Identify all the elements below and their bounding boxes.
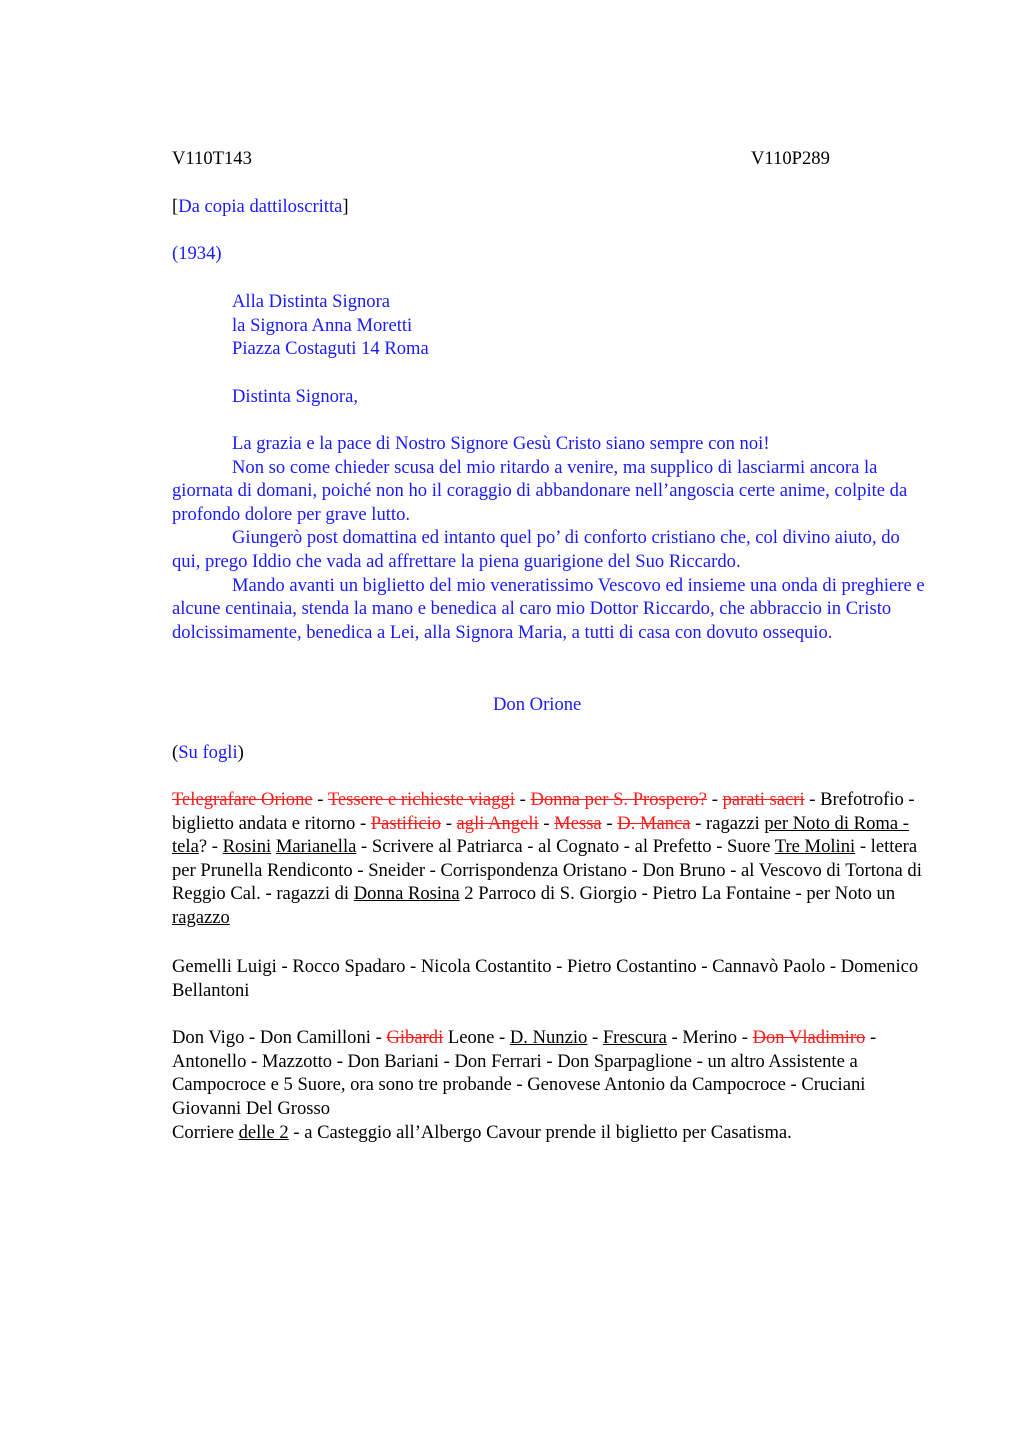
note-text: Corriere [172, 1122, 239, 1143]
letter-body [172, 432, 926, 644]
deleted-note: Gibardi [386, 1027, 444, 1048]
notes-label-text: Su fogli [178, 742, 238, 763]
deleted-note: Tessere e richieste viaggi [327, 789, 515, 810]
salutation: Distinta Signora, [232, 386, 359, 407]
notes-paragraph-4 [172, 1121, 926, 1145]
note-text: - a Casteggio all’Albergo Cavour prende il biglietto per Casatisma. [288, 1122, 792, 1143]
document-code-left: V110T143 [172, 148, 252, 169]
note-text: - [707, 789, 723, 810]
notes-label-close: ) [237, 742, 244, 763]
body-paragraph: Non so come chieder scusa del mio ritardo a venire, ma supplico di lasciarmi ancora la giornata di domani, poiché non ho il coraggio di abbandonare nell’angoscia certe anime, colpite da profondo dolore per grave lutto. [172, 456, 908, 525]
address-line: Alla Distinta Signora [232, 291, 391, 312]
notes-paragraph-1 [172, 788, 926, 930]
deleted-note: Telegrafare Orione [172, 789, 313, 810]
underlined-note: delle 2 [238, 1122, 289, 1143]
note-text: - [441, 812, 457, 834]
note-text: - Antonello - Mazzotto - Don Bariani - Don Ferrari - Don Sparpaglione - un altro Assistente a Campocroce e 5 Suore, ora sono tre probande - Genovese Antonio da Campocroce - Cruciani Giovanni Del Grosso [172, 1027, 877, 1119]
letter-year: (1934) [172, 243, 222, 264]
source-note [172, 195, 349, 219]
deleted-note: Pastificio [370, 812, 442, 834]
source-note-text: Da copia dattiloscritta [178, 196, 343, 217]
underlined-note: Frescura [602, 1027, 667, 1048]
underlined-note: Tre Molini [774, 836, 856, 858]
note-text: - [587, 1027, 603, 1048]
body-paragraph: La grazia e la pace di Nostro Signore Gesù Cristo siano sempre con noi! [232, 433, 770, 454]
deleted-note: Messa [554, 812, 602, 834]
document-code-right: V110P289 [751, 148, 830, 169]
note-text: - [312, 789, 328, 810]
source-note-close: ] [342, 196, 349, 217]
body-paragraph: Giungerò post domattina ed intanto quel po’ di conforto cristiano che, col divino aiuto, do qui, prego Iddio che vada ad affrettare la piena guarigione del Suo Riccardo. [172, 527, 900, 572]
deleted-note: D. Manca [617, 812, 691, 834]
address-line: la Signora Anna Moretti [232, 314, 413, 336]
note-text: Leone - [443, 1027, 510, 1048]
note-text: ? - [198, 836, 223, 858]
underlined-note: Marianella [275, 836, 357, 858]
deleted-note: agli Angeli [456, 812, 539, 834]
deleted-note: Donna per S. Prospero? [530, 789, 708, 810]
note-text: - [538, 812, 555, 834]
note-text: - lettera per Prunella Rendiconto - Sneider - Corrispondenza Oristano - Don Bruno - al Vescovo di Tortona di Reggio Cal. - ragazzi di [172, 836, 922, 905]
underlined-note: per Noto di Roma - tela [172, 812, 909, 858]
note-text: - [601, 812, 618, 834]
notes-label-open: ( [172, 742, 179, 763]
address-line: Piazza Costaguti 14 Roma [232, 338, 429, 360]
note-text: - Brefotrofio - biglietto andata e ritorno - [172, 789, 915, 834]
notes-paragraph-3 [172, 1026, 926, 1120]
notes-paragraph-2: Gemelli Luigi - Rocco Spadaro - Nicola Costantito - Pietro Costantino - Cannavò Paolo - Domenico Bellantoni [172, 956, 919, 1001]
underlined-note: Donna Rosina [353, 883, 460, 905]
notes-label [172, 741, 244, 765]
note-text: Don Vigo - Don Camilloni - [172, 1027, 387, 1048]
note-text: - Merino - [666, 1027, 753, 1048]
body-paragraph: Mando avanti un biglietto del mio veneratissimo Vescovo ed insieme una onda di preghiere e alcune centinaia, stenda la mano e benedica al caro mio Dottor Riccardo, che abbraccio in Cristo dolcissimamente, benedica a Lei, alla Signora Maria, a tutti di casa con dovuto ossequio. [172, 574, 925, 643]
signature: Don Orione [493, 694, 582, 715]
note-text: - ragazzi [690, 812, 765, 834]
underlined-note: Rosini [222, 836, 272, 858]
note-text: - [514, 789, 531, 810]
deleted-note: Don Vladimiro [752, 1027, 866, 1048]
underlined-note: D. Nunzio [509, 1027, 588, 1048]
note-text: 2 Parroco di S. Giorgio - Pietro La Fontaine - per Noto un [459, 883, 896, 905]
note-text: - Scrivere al Patriarca - al Cognato - al Prefetto - Suore [356, 836, 775, 858]
deleted-note: parati sacri [722, 789, 805, 810]
underlined-note: ragazzo [172, 906, 230, 928]
recipient-address [232, 290, 429, 361]
source-note-open: [ [172, 196, 179, 217]
